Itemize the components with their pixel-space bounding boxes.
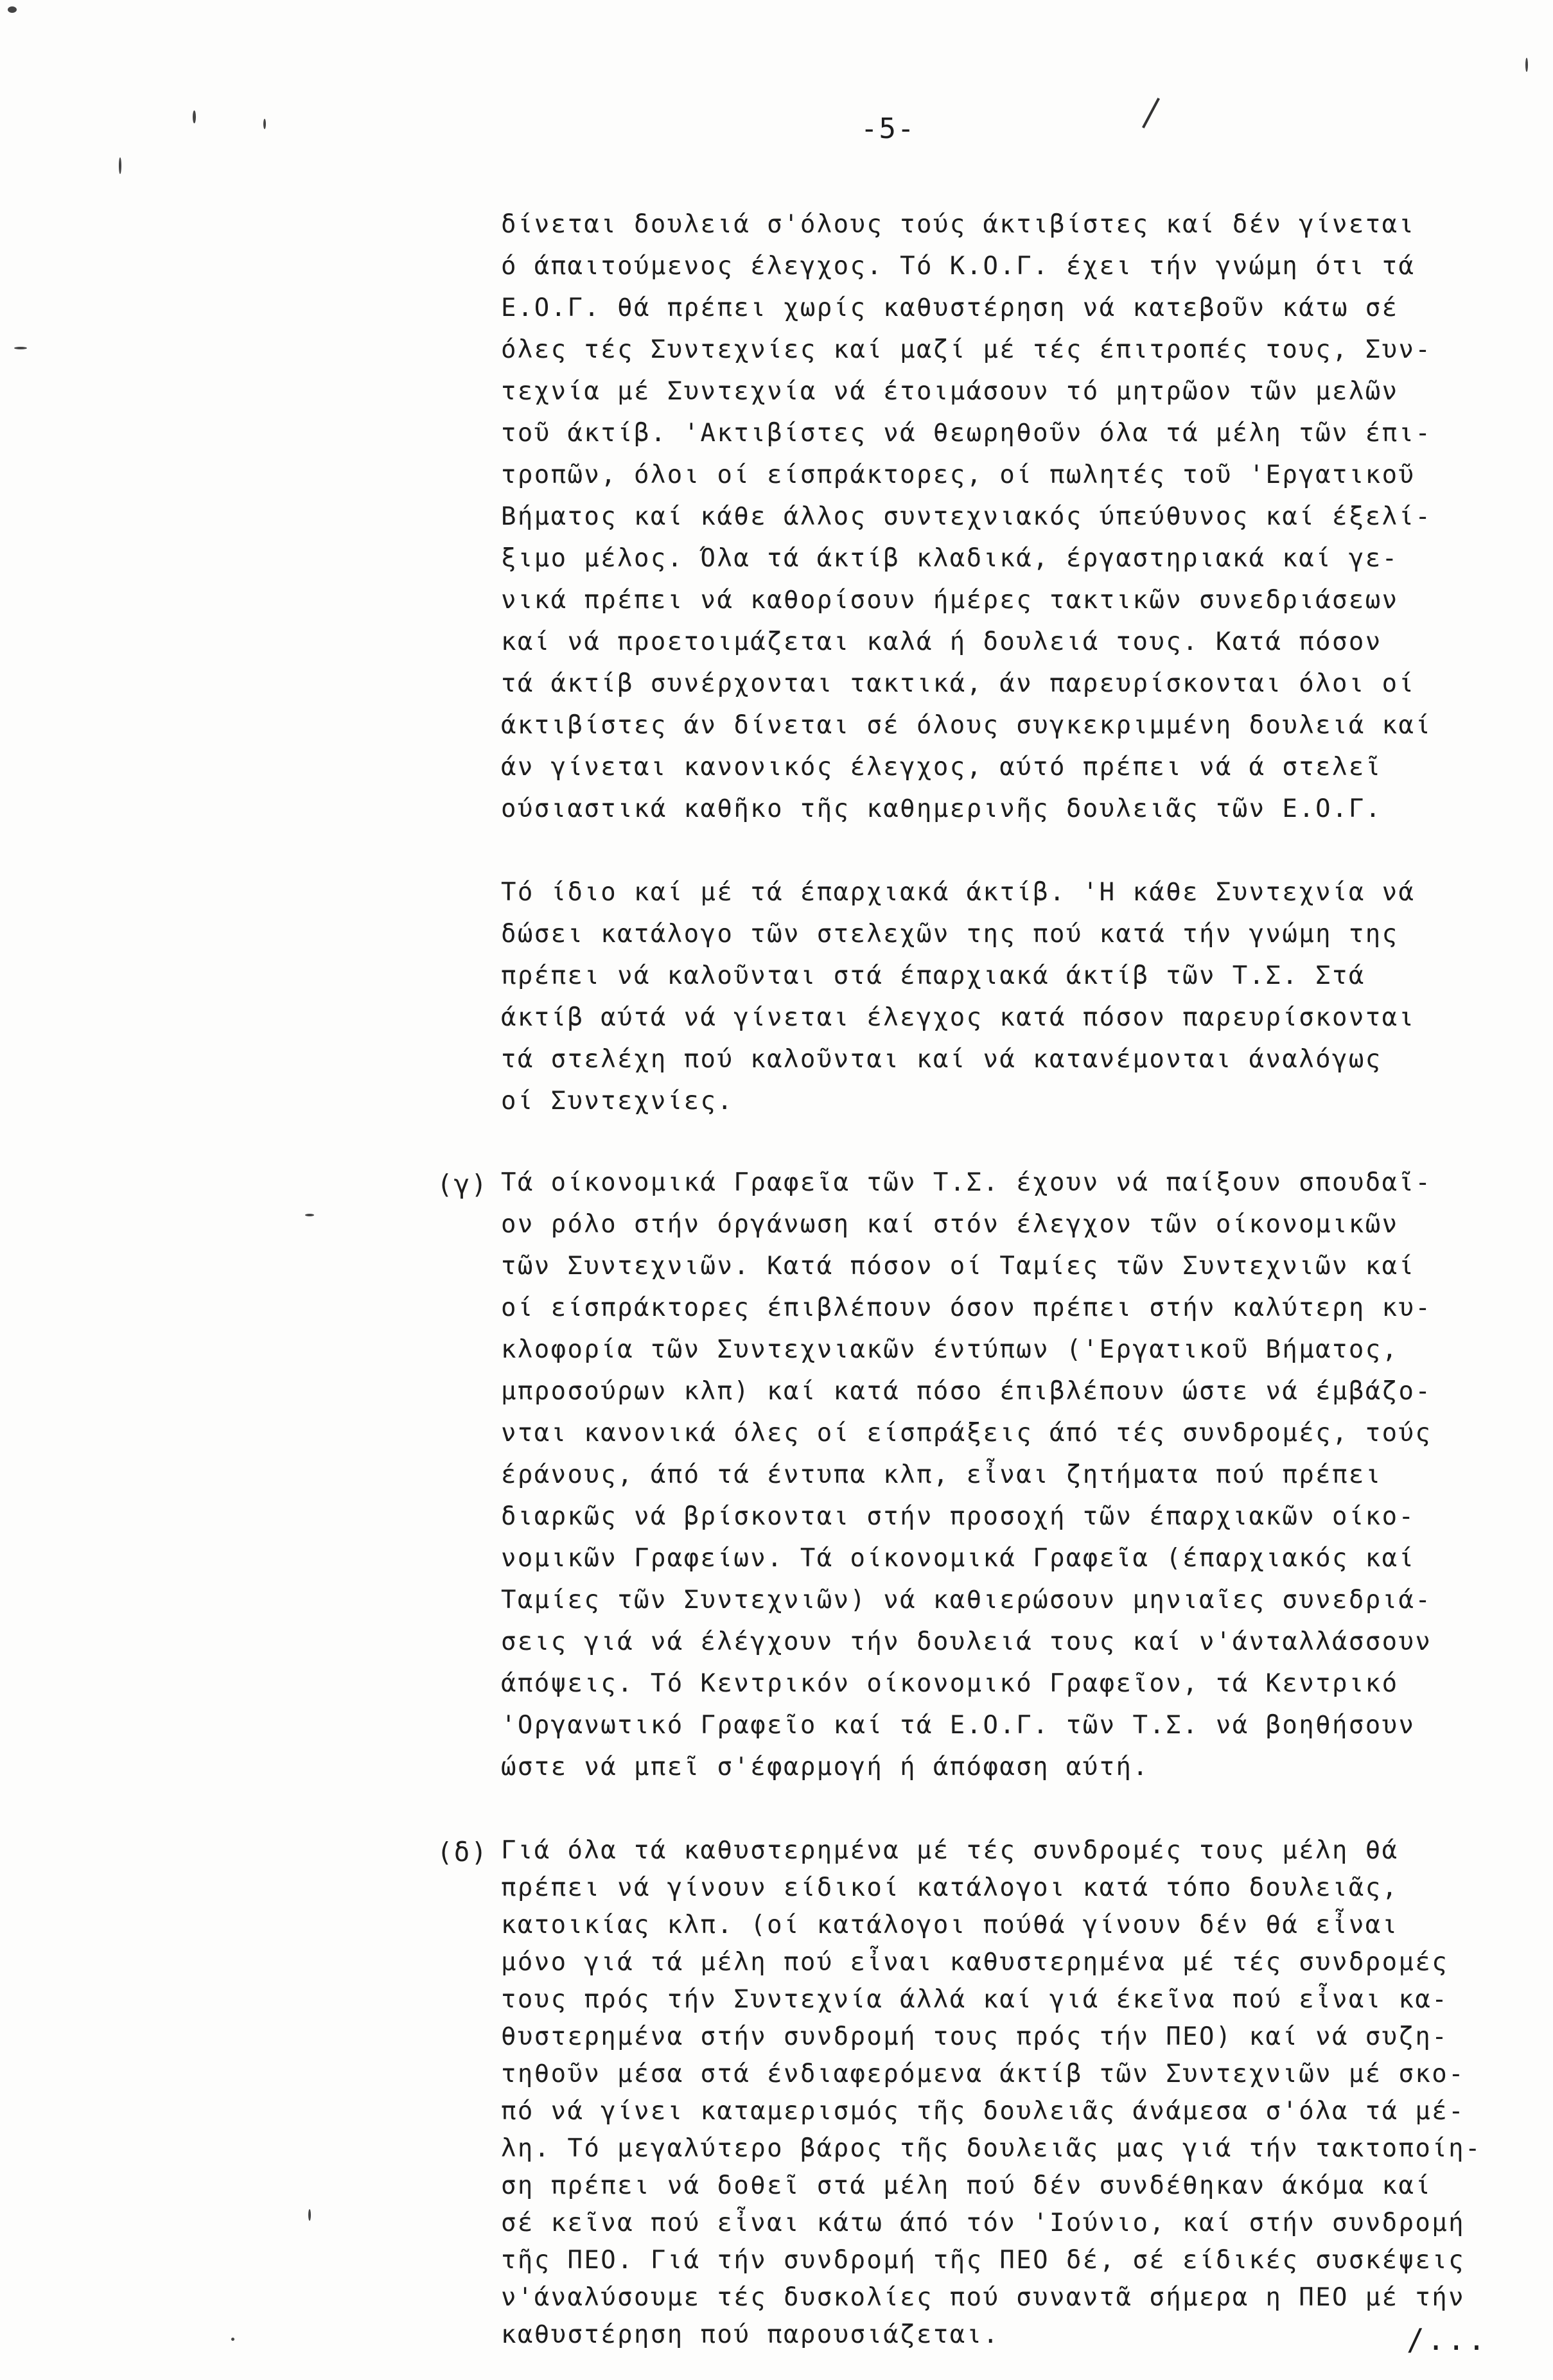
text-line: δίνεται δουλειά σ'όλους τούς άκτιβίστες καί δέν γίνεται bbox=[501, 210, 1416, 239]
scan-speck bbox=[263, 119, 266, 129]
text-line: θυστερημένα στήν συνδρομή τους πρός τήν ΠΕΟ) καί νά συζη- bbox=[501, 2022, 1449, 2051]
text-line: Ε.Ο.Γ. θά πρέπει χωρίς καθυστέρηση νά κατεβοῦν κάτω σέ bbox=[501, 293, 1399, 322]
text-line: τοῦ άκτίβ. 'Ακτιβίστες νά θεωρηθοῦν όλα τά μέλη τῶν έπι- bbox=[501, 419, 1432, 448]
text-line: όλες τές Συντεχνίες καί μαζί μέ τές έπιτροπές τους, Συν- bbox=[501, 335, 1432, 364]
section-marker: (γ) bbox=[437, 1169, 489, 1200]
scan-speck bbox=[119, 157, 121, 174]
text-line: τεχνία μέ Συντεχνία νά έτοιμάσουν τό μητρῶον τῶν μελῶν bbox=[501, 377, 1399, 406]
text-line: τροπῶν, όλοι οί είσπράκτορες, οί πωλητές τοῦ 'Εργατικοῦ bbox=[501, 460, 1416, 489]
text-line: κλοφορία τῶν Συντεχνιακῶν έντύπων ('Εργατικοῦ Βήματος, bbox=[501, 1335, 1399, 1364]
text-line: τῆς ΠΕΟ. Γιά τήν συνδρομή τῆς ΠΕΟ δέ, σέ είδικές συσκέψεις bbox=[501, 2246, 1466, 2275]
text-line: ον ρόλο στήν όργάνωση καί στόν έλεγχον τῶν οίκονομικῶν bbox=[501, 1210, 1399, 1239]
text-line: σέ κεῖνα πού εἶναι κάτω άπό τόν 'Ιούνιο, καί στήν συνδρομή bbox=[501, 2209, 1466, 2237]
continuation-mark: /... bbox=[1407, 2322, 1488, 2357]
text-line: πρέπει νά γίνουν είδικοί κατάλογοι κατά τόπο δουλειᾶς, bbox=[501, 1873, 1399, 1902]
page-number: -5- bbox=[861, 112, 916, 145]
scan-speck bbox=[308, 2209, 311, 2221]
text-line: τους πρός τήν Συντεχνία άλλά καί γιά έκεῖνα πού εἶναι κα- bbox=[501, 1985, 1449, 2014]
text-line: οί είσπράκτορες έπιβλέπουν όσον πρέπει στήν καλύτερη κυ- bbox=[501, 1293, 1432, 1322]
text-line: άκτιβίστες άν δίνεται σέ όλους συγκεκριμμένη δουλειά καί bbox=[501, 711, 1432, 740]
text-line: κατοικίας κλπ. (οί κατάλογοι πούθά γίνουν δέν θά εἶναι bbox=[501, 1911, 1399, 1939]
scan-speck bbox=[231, 2338, 234, 2341]
text-line: τῶν Συντεχνιῶν. Κατά πόσον οί Ταμίες τῶν Συντεχνιῶν καί bbox=[501, 1252, 1416, 1281]
text-line: 'Οργανωτικό Γραφεῖο καί τά Ε.Ο.Γ. τῶν Τ.Σ. νά βοηθήσουν bbox=[501, 1711, 1416, 1740]
scan-speck bbox=[305, 1214, 314, 1216]
text-line: πρέπει νά καλοῦνται στά έπαρχιακά άκτίβ τῶν Τ.Σ. Στά bbox=[501, 961, 1365, 990]
text-line: σεις γιά νά έλέγχουν τήν δουλειά τους καί ν'άνταλλάσσουν bbox=[501, 1627, 1432, 1656]
text-line: Βήματος καί κάθε άλλος συντεχνιακός ύπεύθυνος καί έξελί- bbox=[501, 502, 1432, 531]
text-line: Τό ίδιο καί μέ τά έπαρχιακά άκτίβ. 'Η κάθε Συντεχνία νά bbox=[501, 878, 1416, 907]
text-line: ώστε νά μπεῖ σ'έφαρμογή ή άπόφαση αύτή. bbox=[501, 1753, 1150, 1781]
scan-speck bbox=[8, 6, 17, 13]
text-line: άκτίβ αύτά νά γίνεται έλεγχος κατά πόσον παρευρίσκονται bbox=[501, 1003, 1416, 1032]
scan-speck bbox=[193, 110, 196, 123]
section-marker: (δ) bbox=[437, 1837, 489, 1868]
text-line: τηθοῦν μέσα στά ένδιαφερόμενα άκτίβ τῶν Συντεχνιῶν μέ σκο- bbox=[501, 2060, 1466, 2088]
scan-speck bbox=[14, 347, 27, 349]
text-line: Γιά όλα τά καθυστερημένα μέ τές συνδρομές τους μέλη θά bbox=[501, 1836, 1399, 1865]
text-line: Ταμίες τῶν Συντεχνιῶν) νά καθιερώσουν μηνιαῖες συνεδριά- bbox=[501, 1586, 1432, 1614]
text-line: μόνο γιά τά μέλη πού εἶναι καθυστερημένα μέ τές συνδρομές bbox=[501, 1948, 1449, 1977]
text-line: λη. Τό μεγαλύτερο βάρος τῆς δουλειᾶς μας γιά τήν τακτοποίη- bbox=[501, 2134, 1482, 2163]
text-line: πό νά γίνει καταμερισμός τῆς δουλειᾶς άνάμεσα σ'όλα τά μέ- bbox=[501, 2097, 1466, 2126]
text-line: άπόψεις. Τό Κεντρικόν οίκονομικό Γραφεῖον, τά Κεντρικό bbox=[501, 1669, 1399, 1698]
text-line: οί Συντεχνίες. bbox=[501, 1087, 734, 1116]
text-line: μπροσούρων κλπ) καί κατά πόσο έπιβλέπουν ώστε νά έμβάζο- bbox=[501, 1377, 1432, 1406]
text-line: ξιμο μέλος. Όλα τά άκτίβ κλαδικά, έργαστηριακά καί γε- bbox=[501, 544, 1399, 573]
text-line: διαρκῶς νά βρίσκονται στήν προσοχή τῶν έπαρχιακῶν οίκο- bbox=[501, 1502, 1416, 1531]
text-line: τά άκτίβ συνέρχονται τακτικά, άν παρευρίσκονται όλοι οί bbox=[501, 669, 1416, 698]
pen-mark bbox=[1142, 98, 1160, 128]
text-line: άν γίνεται κανονικός έλεγχος, αύτό πρέπει νά ά στελεῖ bbox=[501, 753, 1382, 782]
text-line: ούσιαστικά καθῆκο τῆς καθημερινῆς δουλειᾶς τῶν Ε.Ο.Γ. bbox=[501, 794, 1382, 823]
text-line: ση πρέπει νά δοθεῖ στά μέλη πού δέν συνδέθηκαν άκόμα καί bbox=[501, 2171, 1432, 2200]
text-line: τά στελέχη πού καλοῦνται καί νά κατανέμονται άναλόγως bbox=[501, 1045, 1382, 1074]
text-line: Τά οίκονομικά Γραφεῖα τῶν Τ.Σ. έχουν νά παίξουν σπουδαῖ- bbox=[501, 1168, 1432, 1197]
text-line: νται κανονικά όλες οί είσπράξεις άπό τές συνδρομές, τούς bbox=[501, 1419, 1432, 1448]
text-line: ό άπαιτούμενος έλεγχος. Τό Κ.Ο.Γ. έχει τήν γνώμη ότι τά bbox=[501, 252, 1416, 281]
text-line: έράνους, άπό τά έντυπα κλπ, εἶναι ζητήματα πού πρέπει bbox=[501, 1460, 1382, 1489]
scan-speck bbox=[1525, 58, 1528, 72]
text-line: νομικῶν Γραφείων. Τά οίκονομικά Γραφεῖα (έπαρχιακός καί bbox=[501, 1544, 1416, 1573]
text-line: καί νά προετοιμάζεται καλά ή δουλειά τους. Κατά πόσον bbox=[501, 627, 1382, 656]
text-line: δώσει κατάλογο τῶν στελεχῶν της πού κατά τήν γνώμη της bbox=[501, 920, 1399, 949]
text-line: ν'άναλύσουμε τές δυσκολίες πού συναντᾶ σήμερα η ΠΕΟ μέ τήν bbox=[501, 2283, 1466, 2312]
text-line: καθυστέρηση πού παρουσιάζεται. bbox=[501, 2320, 1000, 2349]
text-line: νικά πρέπει νά καθορίσουν ήμέρες τακτικῶν συνεδριάσεων bbox=[501, 586, 1399, 615]
